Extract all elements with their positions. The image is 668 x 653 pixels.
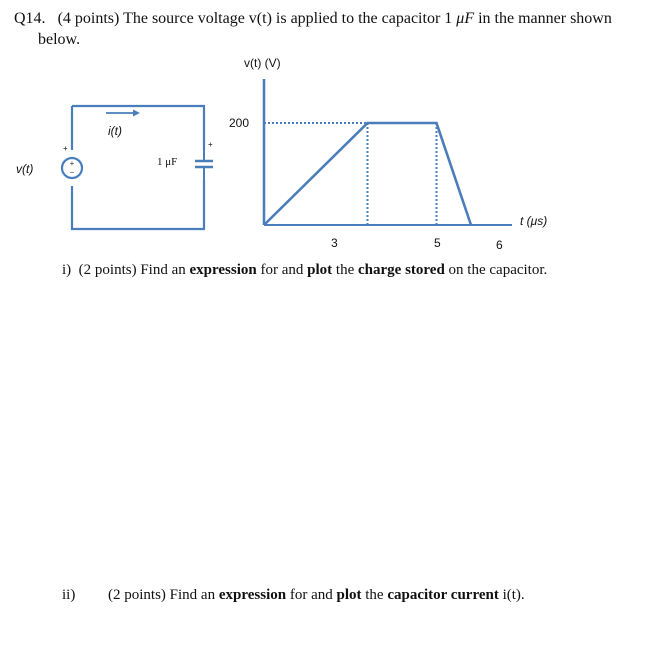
voltage-chart bbox=[264, 79, 512, 225]
svg-text:+: + bbox=[69, 159, 75, 168]
part-i-bold-3: charge stored bbox=[358, 262, 445, 278]
capacitor-label: 1 μF bbox=[157, 156, 178, 168]
part-i-text-4: on the capacitor. bbox=[448, 262, 548, 278]
question-text-line2: below. bbox=[38, 31, 81, 48]
part-ii-bold-2: plot bbox=[336, 587, 362, 603]
part-i-text-2: for and bbox=[260, 262, 304, 278]
svg-text:−: − bbox=[69, 168, 75, 177]
part-ii-label: ii) bbox=[62, 587, 76, 603]
part-i-text-3: the bbox=[335, 262, 355, 278]
x-tick-3: 3 bbox=[331, 236, 338, 250]
part-i bbox=[62, 262, 547, 279]
part-ii bbox=[62, 587, 75, 604]
current-label: i(t) bbox=[108, 124, 122, 138]
question-unit: μF bbox=[456, 10, 475, 27]
part-i-label: i) bbox=[62, 262, 72, 278]
circuit-diagram bbox=[62, 106, 213, 229]
source-label: v(t) bbox=[16, 162, 34, 176]
series-line bbox=[264, 123, 471, 225]
voltage-source-icon bbox=[62, 158, 82, 178]
part-i-bold-1: expression bbox=[189, 262, 257, 278]
part-ii-text-1: Find an bbox=[169, 587, 216, 603]
question-text-1: The source voltage v(t) is applied to the capacitor 1 bbox=[123, 10, 453, 27]
part-ii-body bbox=[108, 587, 525, 604]
part-ii-text-4: i(t). bbox=[502, 587, 525, 603]
capacitor-plus-sign: + bbox=[208, 140, 213, 149]
part-ii-text-3: the bbox=[365, 587, 384, 603]
question-text-2: in the manner shown bbox=[478, 10, 612, 27]
question-points: (4 points) bbox=[57, 10, 120, 27]
part-i-points: (2 points) bbox=[78, 262, 137, 278]
y-axis-label: v(t) (V) bbox=[244, 56, 281, 70]
part-ii-bold-1: expression bbox=[218, 587, 287, 603]
circuit-wire bbox=[69, 106, 204, 229]
part-ii-points: (2 points) bbox=[108, 587, 166, 603]
question-number: Q14. bbox=[14, 10, 46, 27]
part-i-bold-2: plot bbox=[307, 262, 333, 278]
current-arrow-icon bbox=[106, 110, 140, 117]
part-ii-text-2: for and bbox=[289, 587, 333, 603]
x-axis-label: t (μs) bbox=[520, 214, 548, 228]
x-tick-6: 6 bbox=[496, 238, 503, 252]
capacitor-icon bbox=[195, 150, 213, 180]
x-tick-5: 5 bbox=[434, 236, 441, 250]
part-ii-bold-3: capacitor current bbox=[387, 587, 499, 603]
y-tick-200: 200 bbox=[229, 116, 250, 130]
part-i-text-1: Find an bbox=[140, 262, 186, 278]
source-plus-sign: + bbox=[63, 144, 68, 153]
